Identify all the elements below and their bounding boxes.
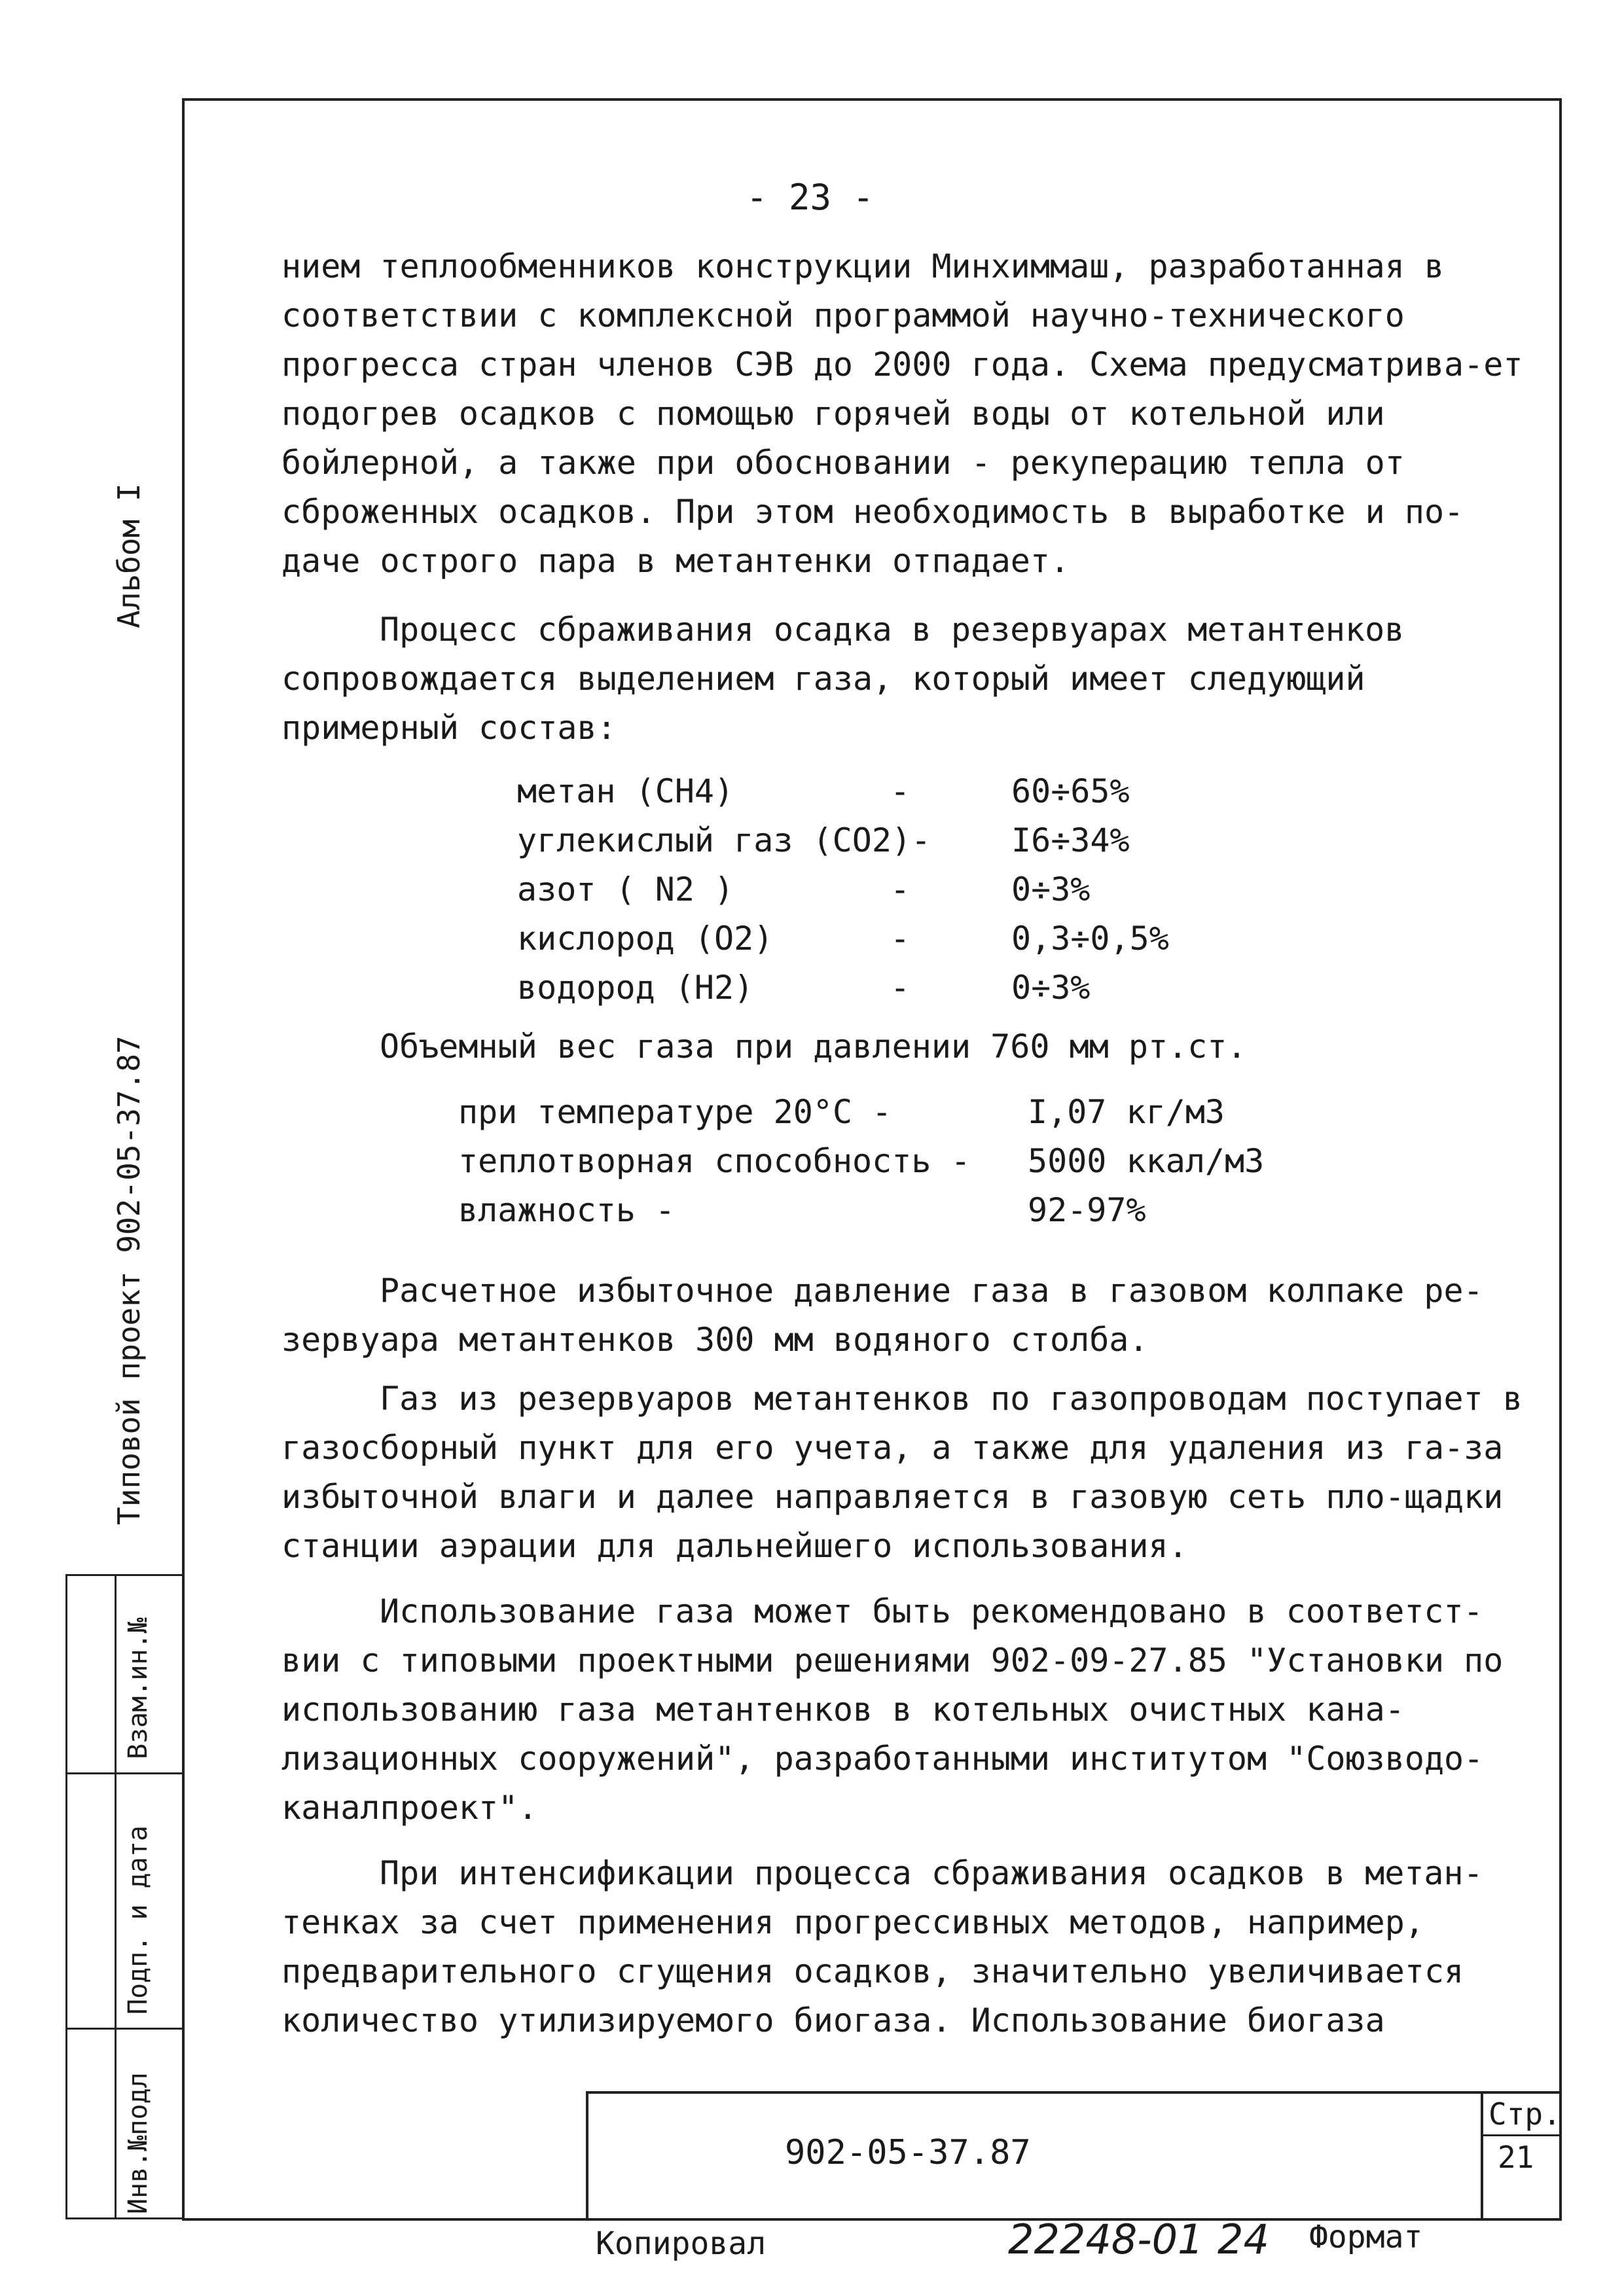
gas-value: I6÷34% xyxy=(1011,821,1130,859)
format-label: Формат xyxy=(1309,2219,1423,2255)
gas-value: 0,3÷0,5% xyxy=(1011,920,1169,958)
prop-name: при температуре 20°C - xyxy=(458,1093,892,1131)
prop-name: влажность - xyxy=(458,1191,676,1229)
gas-value: 60÷65% xyxy=(1011,772,1130,810)
gas-dash: - xyxy=(890,969,911,1007)
sheet-count: 24 xyxy=(1218,2215,1269,2263)
order-number: 22248-01 xyxy=(1008,2215,1204,2263)
gas-name: водород (H2) xyxy=(517,969,754,1007)
volume-weight-line: Объемный вес газа при давлении 760 мм рт.ст. xyxy=(380,1028,1247,1066)
paragraph-3: Расчетное избыточное давление газа в газовом колпаке ре-зервуара метантенков 300 мм водяного столба. xyxy=(281,1272,1483,1359)
gas-dash: - xyxy=(890,920,911,958)
prop-value: I,07 кг/м3 xyxy=(1028,1093,1225,1131)
gas-value: 0÷3% xyxy=(1011,969,1091,1007)
paragraph-1: нием теплообменников конструкции Минхиммаш, разработанная в соответствии с комплексной программой научно-технического прогресса стран членов СЭВ до 2000 года. Схема предусматрива-ет подогрев осадков с помощью горячей воды от котельной или бойлерной, а также при обосновании - рекуперацию тепла от сброженных осадков. При этом необходимость в выработке и по-даче острого пара в метантенки отпадает. xyxy=(281,247,1523,580)
paragraph-4: Газ из резервуаров метантенков по газопроводам поступает в газосборный пункт для его учета, а также для удаления из га-за избыточной влаги и далее направляется в газовую сеть пло-щадки станции аэрации для дальнейшего использования. xyxy=(281,1380,1523,1565)
sheet-number: 21 xyxy=(1498,2140,1534,2175)
sheet-box xyxy=(1481,2094,1561,2218)
gas-name: кислород (O2) xyxy=(517,920,774,958)
gas-name: углекислый газ (CO2)- xyxy=(517,821,931,859)
prop-value: 92-97% xyxy=(1028,1191,1146,1229)
paragraph-5: Использование газа может быть рекомендовано в соответст-вии с типовыми проектными решениями 902-09-27.85 "Установки по использованию газа метантенков в котельных очистных кана-лизационных сооружений", разработанными институтом "Союзводо-каналпроект". xyxy=(281,1592,1504,1827)
copied-label: Копировал xyxy=(596,2225,767,2262)
paragraph-2: Процесс сбраживания осадка в резервуарах метантенков сопровождается выделением газа, который имеет следующий примерный состав: xyxy=(281,611,1405,747)
album-label: Альбом I xyxy=(111,483,147,628)
project-code: 902-05-37.87 xyxy=(785,2133,1031,2172)
paragraph-6: При интенсификации процесса сбраживания осадков в метан-тенках за счет применения прогрессивных методов, например, предварительного сгущения осадков, значительно увеличивается количество утилизируемого биогаза. Использование биогаза xyxy=(281,1854,1483,2039)
project-label: Типовой проект 902-05-37.87 xyxy=(111,1035,147,1525)
approval-strip xyxy=(65,1574,184,2219)
page-number: - 23 - xyxy=(746,177,875,218)
replace-inv-label: Взам.ин.№ xyxy=(123,1617,153,1759)
gas-dash: - xyxy=(890,772,911,810)
gas-name: метан (CH4) xyxy=(517,772,734,810)
gas-dash: - xyxy=(890,870,911,908)
gas-name: азот ( N2 ) xyxy=(517,870,734,908)
prop-value: 5000 ккал/м3 xyxy=(1028,1142,1265,1180)
sign-date-label: Подп. и дата xyxy=(123,1825,153,2015)
prop-name: теплотворная способность - xyxy=(458,1142,971,1180)
inv-label: Инв.№подл xyxy=(123,2072,153,2214)
gas-value: 0÷3% xyxy=(1011,870,1091,908)
title-block xyxy=(586,2091,1561,2218)
sheet-label: Стр. xyxy=(1489,2096,1561,2132)
